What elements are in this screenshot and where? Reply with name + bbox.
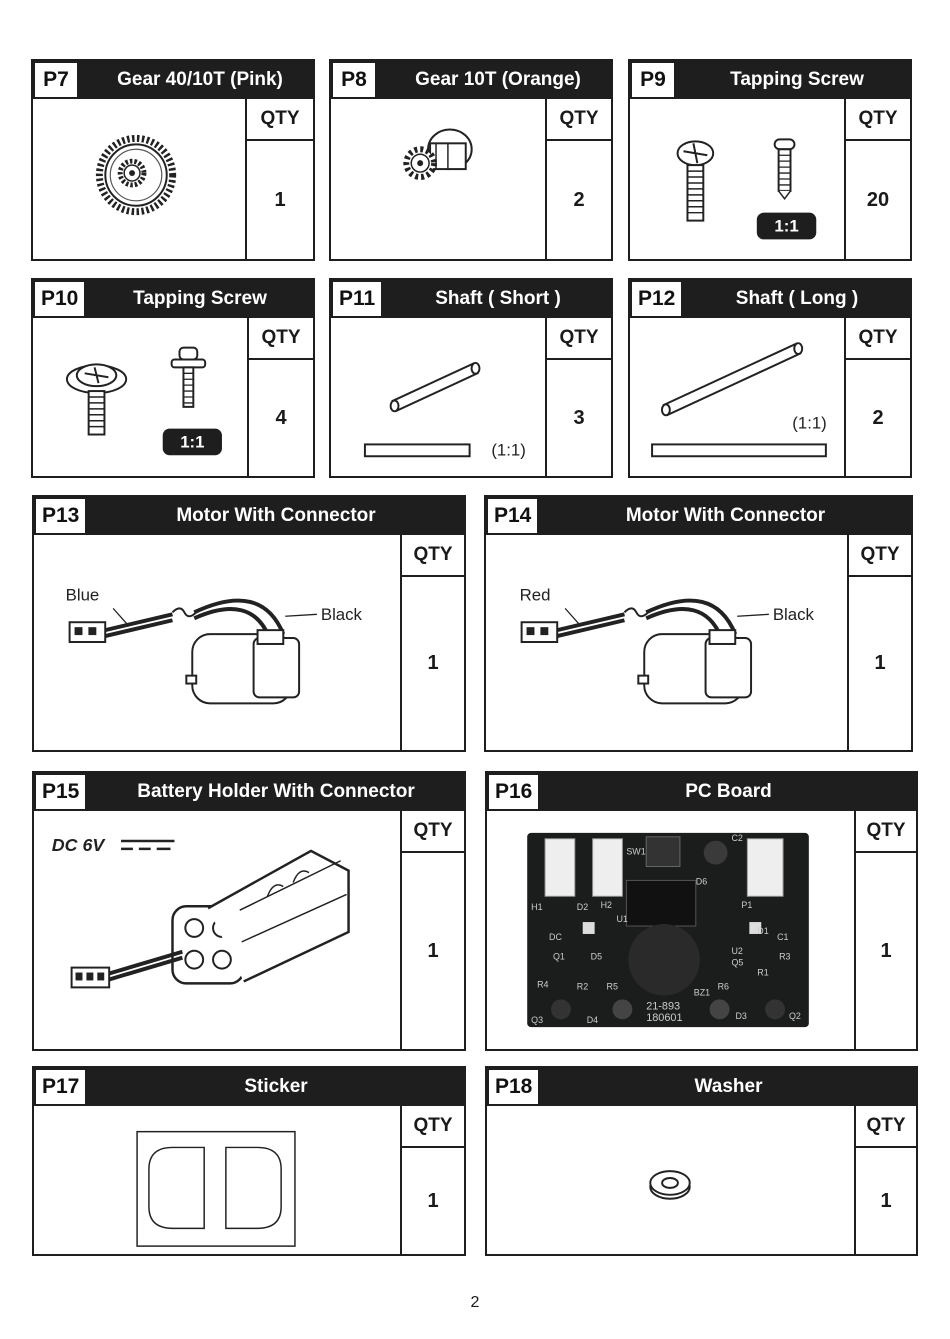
part-card-p18 <box>485 1066 918 1256</box>
shaft-actual-size <box>652 444 826 456</box>
qty-column <box>400 811 464 1049</box>
qty-column <box>854 1106 916 1254</box>
part-header <box>34 1068 464 1106</box>
qty-label: QTY <box>856 811 916 853</box>
part-header <box>331 280 611 318</box>
part-header <box>34 497 464 535</box>
part-id: P12 <box>632 282 681 316</box>
part-header <box>486 497 911 535</box>
scale-label: (1:1) <box>491 440 526 460</box>
qty-value: 3 <box>573 406 585 429</box>
part-id: P9 <box>632 63 674 97</box>
board-label-u1: U1 <box>616 914 628 925</box>
qty-column <box>545 99 611 259</box>
qty-column <box>400 1106 464 1254</box>
wire-label-black: Black <box>320 605 362 625</box>
board-label-c1: C1 <box>777 931 789 942</box>
part-id: P15 <box>36 775 85 809</box>
qty-value: 1 <box>427 939 439 962</box>
part-name: Gear 10T (Orange) <box>415 69 581 90</box>
part-illustration-motor-red-black <box>486 535 847 750</box>
qty-column <box>400 535 464 750</box>
wire-label-red: Red <box>519 585 551 605</box>
board-label-dc: DC <box>549 931 562 942</box>
qty-value: 1 <box>874 652 886 674</box>
scale-badge-label: 1:1 <box>774 216 799 236</box>
qty-value: 1 <box>427 652 439 674</box>
part-card-p14 <box>484 495 913 752</box>
part-name: Washer <box>694 1076 763 1097</box>
part-header <box>630 280 910 318</box>
board-label-r6: R6 <box>717 981 729 992</box>
part-name: Tapping Screw <box>730 69 864 90</box>
part-id: P14 <box>488 499 537 533</box>
part-illustration-gear-40-10t <box>33 99 245 259</box>
board-label-r4: R4 <box>537 979 549 990</box>
part-illustration-motor-blue-black <box>34 535 400 750</box>
board-label-r3: R3 <box>779 951 791 962</box>
part-card-p11 <box>329 278 613 478</box>
qty-value: 4 <box>275 406 287 429</box>
part-card-p10 <box>31 278 315 478</box>
board-label-d1: D1 <box>757 925 769 936</box>
part-id: P10 <box>35 282 84 316</box>
qty-label: QTY <box>402 811 464 853</box>
part-card-p16 <box>485 771 918 1051</box>
part-name: Shaft ( Long ) <box>735 288 859 309</box>
part-id: P17 <box>36 1070 85 1104</box>
qty-value: 2 <box>573 188 585 211</box>
qty-label: QTY <box>856 1106 916 1148</box>
qty-column <box>545 318 611 476</box>
board-label-sw1: SW1 <box>626 846 646 857</box>
qty-value: 1 <box>427 1189 439 1212</box>
qty-column <box>847 535 911 750</box>
part-card-p17 <box>32 1066 466 1256</box>
page-number: 2 <box>470 1294 480 1311</box>
board-label-d3: D3 <box>735 1011 747 1022</box>
part-card-p15 <box>32 771 466 1051</box>
board-label-c2: C2 <box>731 832 743 843</box>
qty-label: QTY <box>547 99 611 141</box>
part-illustration-pc-board <box>487 811 854 1049</box>
part-name: Shaft ( Short ) <box>435 288 561 309</box>
part-name: Tapping Screw <box>133 288 267 309</box>
board-label-d4: D4 <box>586 1015 599 1026</box>
part-id: P7 <box>35 63 77 97</box>
board-label-bz1: BZ1 <box>693 987 711 998</box>
part-header <box>34 773 464 811</box>
qty-label: QTY <box>402 1106 464 1148</box>
part-name: Motor With Connector <box>176 505 376 526</box>
wire-label-blue: Blue <box>65 585 100 605</box>
part-id: P11 <box>333 282 381 316</box>
qty-value: 1 <box>880 1189 892 1212</box>
qty-value: 1 <box>274 188 286 211</box>
board-label-d6: D6 <box>695 876 708 887</box>
qty-column <box>247 318 313 476</box>
part-illustration-sticker <box>34 1106 400 1254</box>
qty-label: QTY <box>547 318 611 360</box>
qty-column <box>854 811 916 1049</box>
board-label-h1: H1 <box>531 902 543 913</box>
part-card-p12 <box>628 278 912 478</box>
board-label-r5: R5 <box>606 981 618 992</box>
part-id: P16 <box>489 775 538 809</box>
part-name: PC Board <box>685 781 772 802</box>
board-label-q5: Q5 <box>731 957 744 968</box>
qty-column <box>844 99 910 259</box>
board-label-h2: H2 <box>600 900 612 911</box>
board-label-r2: R2 <box>576 981 589 992</box>
board-label-q1: Q1 <box>552 951 565 962</box>
part-name: Battery Holder With Connector <box>137 781 415 802</box>
part-header <box>33 280 313 318</box>
part-id: P8 <box>333 63 375 97</box>
board-label-d2: D2 <box>576 902 589 913</box>
scale-badge-label: 1:1 <box>180 432 205 452</box>
qty-label: QTY <box>247 99 313 141</box>
qty-value: 1 <box>880 939 892 962</box>
part-id: P13 <box>36 499 85 533</box>
qty-value: 20 <box>866 188 890 211</box>
qty-label: QTY <box>402 535 464 577</box>
part-name: Motor With Connector <box>625 505 826 526</box>
part-illustration-tapping-screw-washer <box>33 318 247 476</box>
part-illustration-battery-holder <box>34 811 400 1049</box>
qty-column <box>245 99 313 259</box>
board-label-p1: P1 <box>741 900 753 911</box>
qty-label: QTY <box>846 318 910 360</box>
part-name: Gear 40/10T (Pink) <box>117 69 283 90</box>
board-label-q2: Q2 <box>789 1011 801 1022</box>
qty-label: QTY <box>846 99 910 141</box>
part-illustration-tapping-screw <box>630 99 844 259</box>
part-card-p8 <box>329 59 613 261</box>
part-id: P18 <box>489 1070 538 1104</box>
part-illustration-shaft-short <box>331 318 545 476</box>
part-card-p13 <box>32 495 466 752</box>
shaft-actual-size <box>365 444 470 456</box>
part-header <box>331 61 611 99</box>
part-header <box>630 61 910 99</box>
qty-label: QTY <box>849 535 911 577</box>
part-illustration-shaft-long <box>630 318 844 476</box>
board-label-d5: D5 <box>590 951 603 962</box>
board-code-1: 21-893 <box>646 1000 681 1013</box>
part-header <box>487 773 916 811</box>
scale-label: (1:1) <box>792 413 827 433</box>
part-illustration-gear-10t <box>331 99 545 259</box>
part-illustration-washer <box>487 1106 854 1254</box>
part-name: Sticker <box>244 1076 308 1097</box>
wire-label-black: Black <box>772 605 814 625</box>
qty-label: QTY <box>249 318 313 360</box>
part-card-p9 <box>628 59 912 261</box>
voltage-label: DC 6V <box>51 834 105 855</box>
part-header <box>33 61 313 99</box>
board-code-2: 180601 <box>646 1012 683 1025</box>
qty-value: 2 <box>872 406 884 429</box>
board-label-r1: R1 <box>757 967 769 978</box>
part-card-p7 <box>31 59 315 261</box>
part-header <box>487 1068 916 1106</box>
board-label-q3: Q3 <box>531 1015 544 1026</box>
qty-column <box>844 318 910 476</box>
board-label-u2: U2 <box>731 945 743 956</box>
